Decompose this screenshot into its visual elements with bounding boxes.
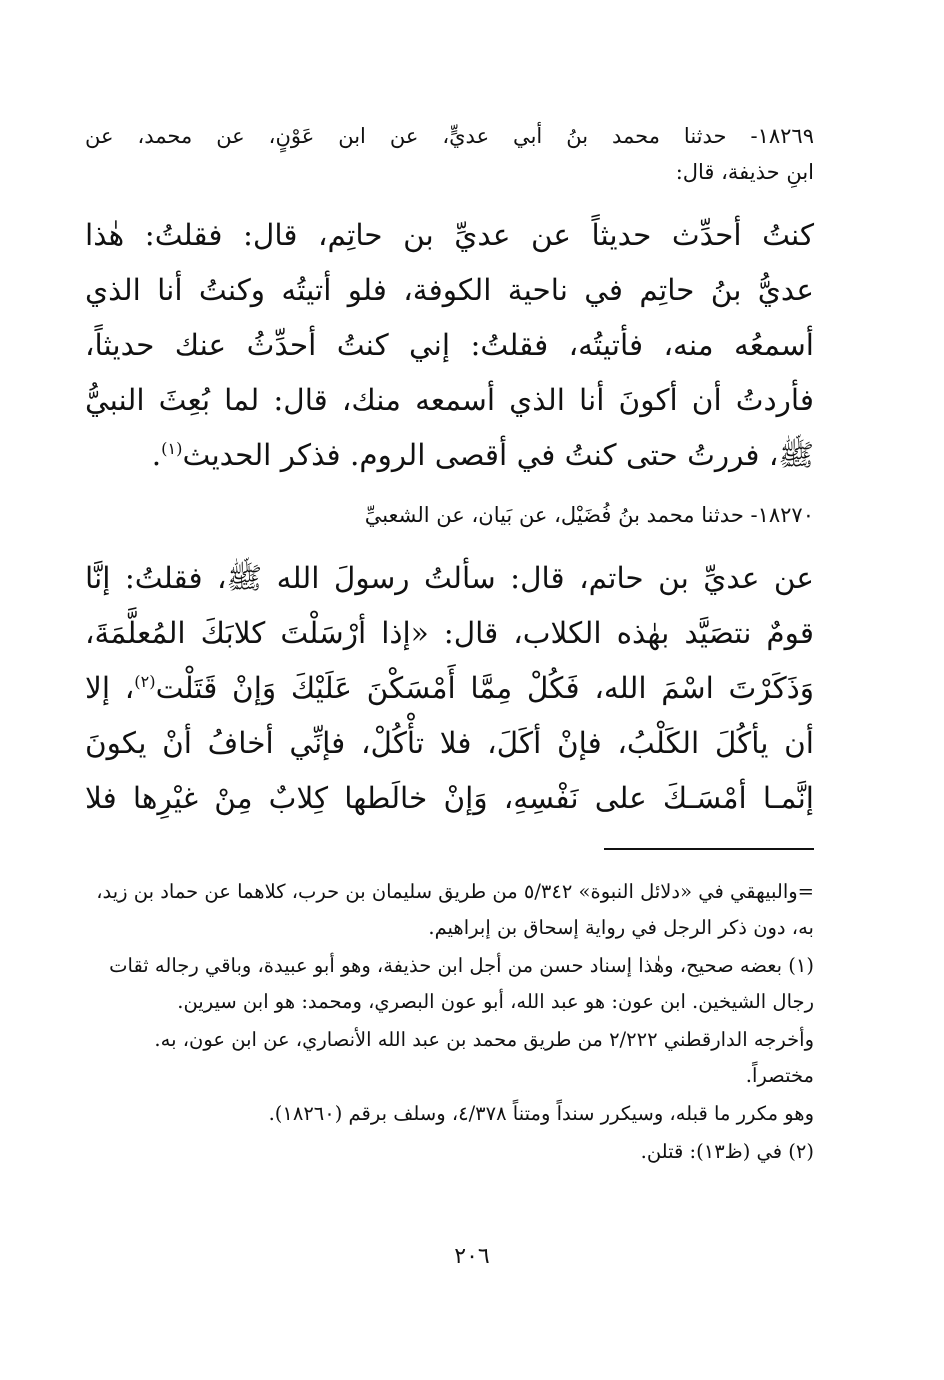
isnad-line: ابنِ حذيفة، قال:: [675, 160, 814, 184]
footnotes: [85, 874, 814, 1170]
isnad-line: ١٨٢٦٩- حدثنا محمد بنُ أبي عديٍّ، عن ابن عَوْنٍ، عن محمد، عن: [85, 124, 814, 148]
matn-line: فأردتُ أن أكونَ أنا الذي أسمعه منك، قال: لما بُعِثَ النبيُّ: [85, 383, 814, 417]
matn-line-text: ﷺ، فررتُ حتى كنتُ في أقصى الروم. فذكر الحديث: [182, 438, 814, 472]
footnote: =والبيهقي في «دلائل النبوة» ٥/٣٤٢ من طريق سليمان بن حرب، كلاهما عن حماد بن زيد، به، دون ذكر الرجل في رواية إسحاق بن إبراهيم.: [96, 880, 814, 939]
end-mark: .: [151, 438, 162, 472]
footnote: (١) بعضه صحيح، وهٰذا إسناد حسن من أجل ابن حذيفة، وهو أبو عبيدة، وباقي رجاله ثقات رجال الشيخين. ابن عون: هو عبد الله، أبو عون البصري، ومحمد: هو ابن سيرين.: [109, 954, 814, 1013]
matn-line-text: وَذَكَرْتَ اسْمَ الله، فَكُلْ مِمَّا أَمْسَكْنَ عَلَيْكَ وَإنْ قَتَلْت: [155, 671, 814, 705]
page-number: ٢٠٦: [454, 1244, 490, 1269]
matn-line: عديُّ بنُ حاتِم في ناحية الكوفة، فلو أتيتُه وكنتُ أنا الذي: [85, 273, 814, 307]
hadith-18270-matn: [85, 551, 814, 826]
matn-line: أن يأكُلَ الكَلْبُ، فإنْ أكَلَ، فلا تأْكُلْ، فإنِّي أخافُ أنْ يكونَ: [85, 726, 814, 760]
footnote: وهو مكرر ما قبله، وسيكرر سنداً ومتناً ٤/٣٧٨، وسلف برقم (١٨٢٦٠).: [268, 1102, 814, 1125]
footnote: (٢) في (ظ١٣): قتلن.: [640, 1140, 814, 1163]
matn-line: أسمعُه منه، فأتيتُه، فقلتُ: إني كنتُ أحدِّثُ عنك حديثاً،: [85, 328, 814, 362]
hadith-18269-matn: [85, 208, 814, 483]
matn-line: [85, 661, 814, 716]
isnad-line: ١٨٢٧٠- حدثنا محمد بنُ فُضَيْل، عن بَيان، عن الشعبيِّ: [364, 503, 814, 527]
matn-line: إنَّمـا أمْسَـكَ على نَفْسِهِ، وَإنْ خالَطها كِلابٌ مِنْ غيْرِها فلا: [85, 781, 814, 815]
matn-line: عن عديِّ بن حاتم، قال: سألتُ رسولَ الله ﷺ، فقلتُ: إنَّا: [85, 561, 814, 595]
footnote-ref: (٢): [134, 672, 156, 692]
hadith-18270-isnad: [85, 497, 814, 533]
matn-line: كنتُ أحدِّث حديثاً عن عديِّ بن حاتِم، قال: فقلتُ: هٰذا: [85, 218, 814, 252]
footnote-ref: (١): [161, 439, 183, 459]
matn-line: قومٌ نتصَيَّد بهٰذه الكلاب، قال: «إذا أرْسَلْتَ كلابَكَ المُعلَّمَةَ،: [85, 616, 814, 650]
footnote: وأخرجه الدارقطني ٢/٢٢٢ من طريق محمد بن عبد الله الأنصاري، عن ابن عون، به. مختصراً.: [154, 1028, 814, 1087]
hadith-18269-isnad: [85, 118, 814, 190]
footnote-separator: [604, 848, 814, 850]
matn-line-tail: ، إلا: [85, 671, 135, 705]
matn-line: [85, 428, 814, 483]
